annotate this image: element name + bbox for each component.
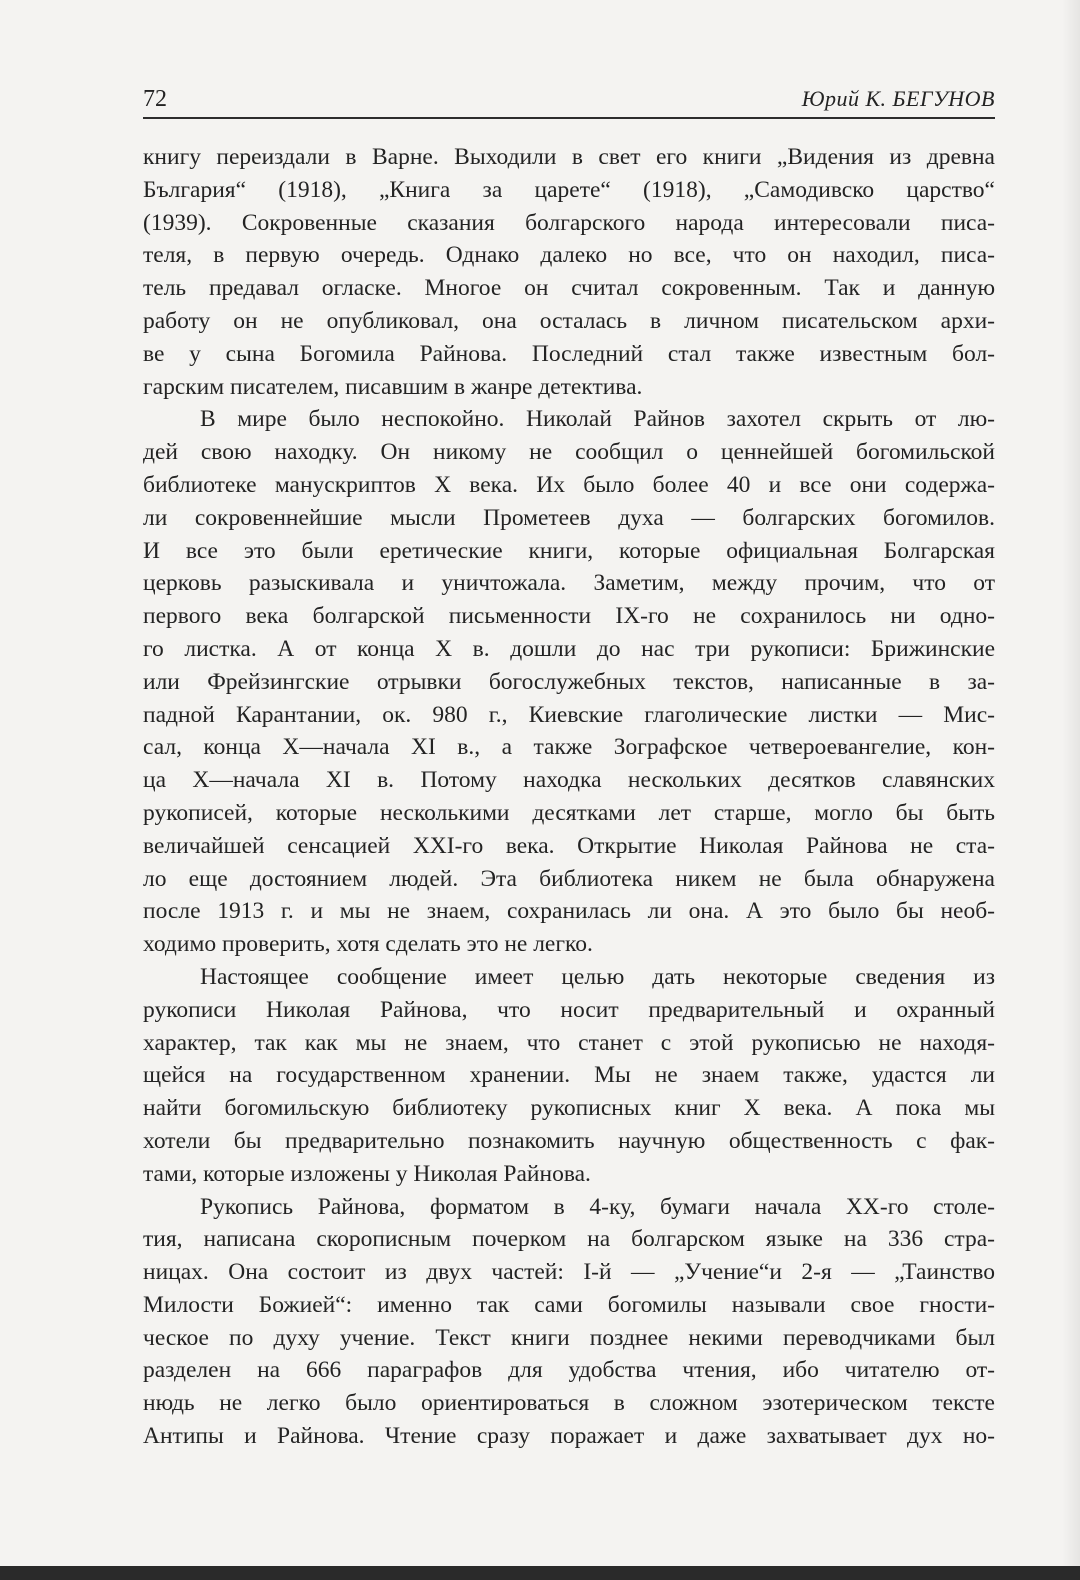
gutter-shade xyxy=(1062,0,1080,1566)
text-line: тами, которые изложены у Николая Райнова. xyxy=(143,1160,591,1187)
text-line: ческое по духу учение. Текст книги позднее некими переводчиками был xyxy=(143,1324,995,1351)
text-line: щейся на государственном хранении. Мы не знаем также, удастся ли xyxy=(143,1062,995,1089)
text-line: величайшей сенсацией XXI-го века. Открытие Николая Райнова не ста- xyxy=(143,832,995,859)
running-head: Юрий К. БЕГУНОВ xyxy=(801,86,995,111)
text-line: рукописи Николая Райнова, что носит предварительный и охранный xyxy=(143,996,995,1023)
text-line: падной Карантании, ок. 980 г., Киевские глаголические листки — Мис- xyxy=(143,701,995,728)
text-line: ницах. Она состоит из двух частей: I-й — „Учение“и 2-я — „Таинство xyxy=(143,1259,995,1286)
text-line: церковь разыскивала и уничтожала. Заметим, между прочим, что от xyxy=(143,570,995,597)
text-line: нюдь не легко было ориентироваться в сложном эзотерическом тексте xyxy=(143,1390,995,1417)
text-line: библиотеке манускриптов X века. Их было более 40 и все они содержа- xyxy=(143,471,995,498)
text-line: или Фрейзингские отрывки богослужебных текстов, написанные в за- xyxy=(143,668,995,695)
text-line: Милости Божией“: именно так сами богомилы называли свое гности- xyxy=(143,1291,995,1318)
text-line: В мире было неспокойно. Николай Райнов захотел скрыть от лю- xyxy=(200,406,995,433)
text-line: Рукопись Райнова, форматом в 4-ку, бумаги начала XX-го столе- xyxy=(200,1193,995,1220)
text-line: книгу переиздали в Варне. Выходили в свет его книги „Видения из древна xyxy=(143,144,995,170)
text-line: ца X—начала XI в. Потому находка нескольких десятков славянских xyxy=(143,767,995,794)
text-line: (1939). Сокровенные сказания болгарского народа интересовали писа- xyxy=(143,209,995,236)
text-line: сал, конца X—начала XI в., а также Зографское четвероевангелие, кон- xyxy=(143,734,995,761)
header-rule xyxy=(143,117,995,119)
text-line: го листка. А от конца X в. дошли до нас три рукописи: Брижинские xyxy=(143,635,995,662)
text-line: первого века болгарской письменности IX-го не сохранилось ни одно- xyxy=(143,603,995,630)
text-line: България“ (1918), „Книга за царете“ (1918), „Самодивско царство“ xyxy=(143,176,995,203)
text-line: хотели бы предварительно познакомить научную общественность с фак- xyxy=(143,1127,995,1154)
text-line: ве у сына Богомила Райнова. Последний стал также известным бол- xyxy=(143,340,995,367)
text-line: ли сокровеннейшие мысли Прометеев духа — болгарских богомилов. xyxy=(143,504,995,531)
text-line: Антипы и Райнова. Чтение сразу поражает и даже захватывает дух но- xyxy=(143,1423,995,1450)
text-line: гарским писателем, писавшим в жанре детектива. xyxy=(143,373,643,400)
text-line: ходимо проверить, хотя сделать это не легко. xyxy=(143,931,593,958)
text-line: тель предавал огласке. Многое он считал сокровенным. Так и данную xyxy=(143,275,995,302)
text-line: после 1913 г. и мы не знаем, сохранилась ли она. А это было бы необ- xyxy=(143,898,995,925)
text-line: дей свою находку. Он никому не сообщил о ценнейшей богомильской xyxy=(143,439,995,466)
text-line: характер, так как мы не знаем, что станет с этой рукописью не находя- xyxy=(143,1029,995,1056)
page-number: 72 xyxy=(143,86,167,112)
text-line: Настоящее сообщение имеет целью дать некоторые сведения из xyxy=(200,963,995,990)
text-line: рукописей, которые несколькими десятками лет старше, могло бы быть xyxy=(143,799,995,826)
text-line: тия, написана скорописным почерком на болгарском языке на 336 стра- xyxy=(143,1226,995,1253)
text-line: разделен на 666 параграфов для удобства чтения, ибо читателю от- xyxy=(143,1357,995,1384)
body-text xyxy=(143,141,995,1453)
text-line: теля, в первую очередь. Однако далеко но все, что он находил, писа- xyxy=(143,242,995,269)
page-header xyxy=(143,84,995,120)
text-line: И все это были еретические книги, которые официальная Болгарская xyxy=(143,537,995,564)
text-line: ло еще достоянием людей. Эта библиотека никем не была обнаружена xyxy=(143,865,995,892)
scan-edge xyxy=(0,1566,1080,1580)
text-line: найти богомильскую библиотеку рукописных книг X века. А пока мы xyxy=(143,1095,995,1122)
text-line: работу он не опубликовал, она осталась в личном писательском архи- xyxy=(143,307,995,334)
